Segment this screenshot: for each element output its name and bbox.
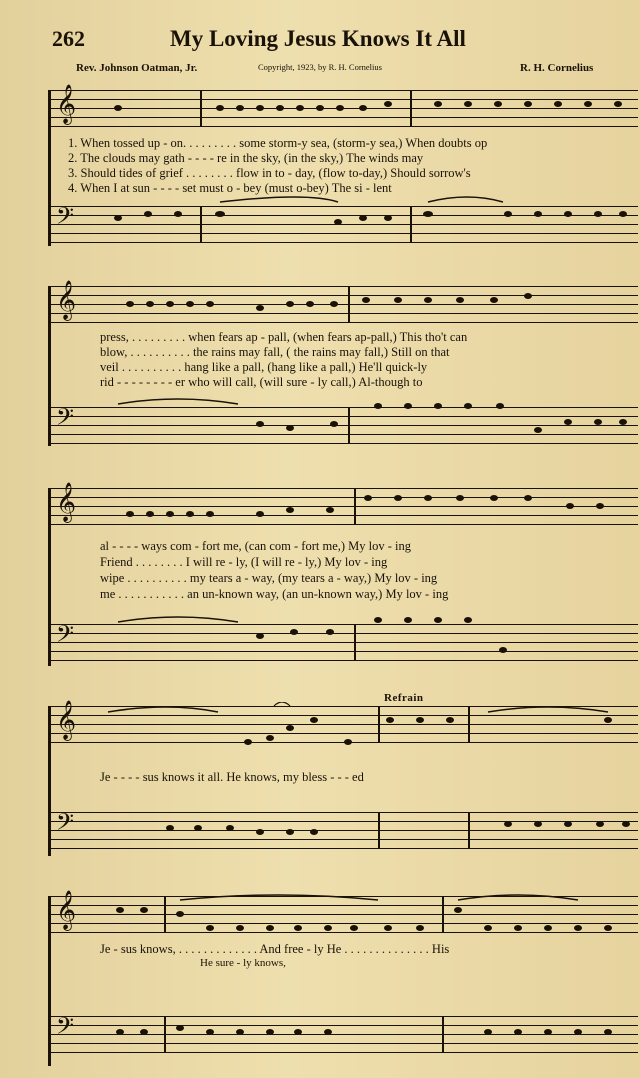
music-system-1: [48, 86, 638, 251]
lyric-verse-2: blow, . . . . . . . . . . the rains may fall, ( the rains may fall,) Still on that: [100, 345, 450, 359]
bass-clef-icon: 𝄢: [56, 204, 75, 235]
refrain-lyric: Je - - - - sus knows it all. He knows, my bless - - - ed: [100, 770, 364, 784]
bass-clef-icon: 𝄢: [56, 405, 75, 436]
treble-clef-icon: 𝄞: [56, 484, 77, 521]
alternate-lyric: He sure - ly knows,: [200, 957, 286, 969]
music-system-3: [48, 484, 638, 669]
notes-system-4: [48, 702, 638, 862]
notes-system-5: [48, 892, 638, 1072]
treble-clef-icon: 𝄞: [56, 86, 77, 123]
copyright-notice: Copyright, 1923, by R. H. Cornelius: [258, 62, 382, 72]
treble-clef-icon: 𝄞: [56, 702, 77, 739]
lyric-verse-4: 4. When I at sun - - - - set must o - bey (must o-bey) The si - lent: [68, 181, 392, 195]
words-credit: Rev. Johnson Oatman, Jr.: [76, 62, 198, 74]
bass-clef-icon: 𝄢: [56, 622, 75, 653]
lyric-verse-3: wipe . . . . . . . . . . my tears a - way, (my tears a - way,) My lov - ing: [100, 571, 438, 585]
music-system-4: [48, 692, 638, 862]
lyric-verse-1: press, . . . . . . . . . when fears ap - pall, (when fears ap-pall,) This tho't can: [100, 330, 468, 344]
treble-clef-icon: 𝄞: [56, 282, 77, 319]
music-credit: R. H. Cornelius: [520, 62, 594, 74]
refrain-label: Refrain: [384, 692, 424, 704]
notes-system-1: [48, 86, 638, 251]
lyric-verse-2: Friend . . . . . . . . I will re - ly, (I will re - ly,) My lov - ing: [100, 555, 388, 569]
lyric-verse-1: al - - - - ways com - fort me, (can com - fort me,) My lov - ing: [100, 539, 412, 553]
hymn-number: 262: [52, 26, 85, 51]
lyric-verse-4: me . . . . . . . . . . . an un-known way, (an un-known way,) My lov - ing: [100, 587, 449, 601]
lyric-verse-1: 1. When tossed up - on. . . . . . . . . some storm-y sea, (storm-y sea,) When doubts op: [68, 136, 488, 150]
lyric-verse-3: 3. Should tides of grief . . . . . . . . flow in to - day, (flow to-day,) Should sorrow's: [68, 166, 471, 180]
lyric-verse-4: rid - - - - - - - - er who will call, (will sure - ly call,) Al-though to: [100, 375, 423, 389]
refrain-lyric: Je - sus knows, . . . . . . . . . . . . . And free - ly He . . . . . . . . . . . . . . His: [100, 942, 450, 956]
lyric-verse-2: 2. The clouds may gath - - - - re in the sky, (in the sky,) The winds may: [68, 151, 424, 165]
music-system-2: [48, 282, 638, 452]
lyric-verse-3: veil . . . . . . . . . . hang like a pall, (hang like a pall,) He'll quick-ly: [100, 360, 428, 374]
treble-clef-icon: 𝄞: [56, 892, 77, 929]
hymn-title: My Loving Jesus Knows It All: [170, 26, 466, 51]
music-system-5: [48, 892, 638, 1072]
notes-system-2: [48, 282, 638, 452]
bass-clef-icon: 𝄢: [56, 810, 75, 841]
notes-system-3: [48, 484, 638, 669]
bass-clef-icon: 𝄢: [56, 1014, 75, 1045]
